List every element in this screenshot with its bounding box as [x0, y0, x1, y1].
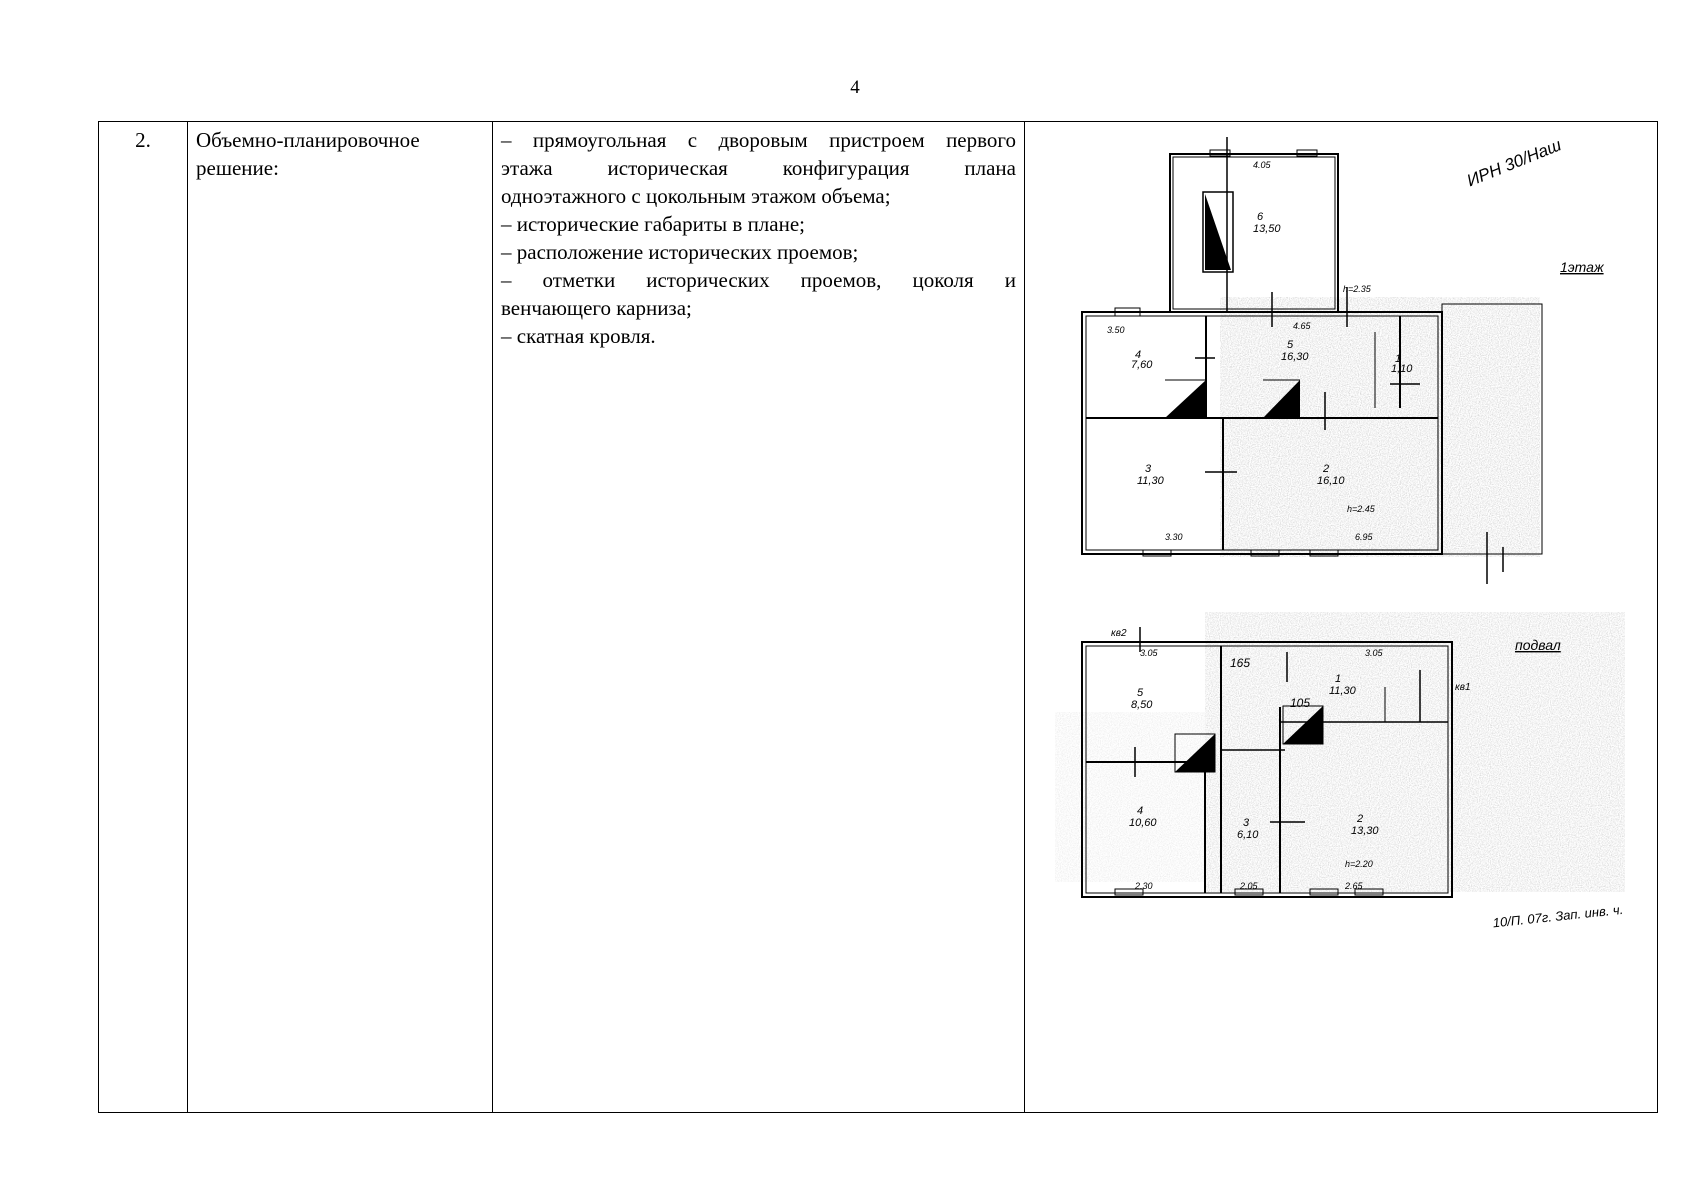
svg-text:4: 4	[1135, 349, 1142, 361]
svg-text:кв1: кв1	[1455, 682, 1471, 693]
svg-text:2.05: 2.05	[1240, 881, 1258, 891]
description-line: – исторические габариты в плане;	[501, 212, 805, 236]
svg-text:1: 1	[1335, 673, 1342, 685]
svg-text:3.50: 3.50	[1107, 325, 1125, 335]
scan-shading	[1220, 297, 1540, 557]
heritage-table	[98, 121, 1658, 1113]
svg-text:4: 4	[1137, 805, 1144, 817]
floor-plan-cell	[1025, 122, 1658, 1113]
svg-text:8,50: 8,50	[1131, 699, 1153, 711]
row-number: 2.	[99, 122, 188, 1113]
handwritten-corner-note: ИРН 30/Наш	[1464, 135, 1564, 191]
svg-text:5: 5	[1137, 687, 1144, 699]
description-line: – отметки исторических проемов, цоколя и	[501, 268, 1016, 292]
svg-text:11,30: 11,30	[1329, 685, 1356, 697]
svg-text:6: 6	[1257, 211, 1264, 223]
svg-text:3.05: 3.05	[1140, 648, 1158, 658]
description-line: венчающего карниза;	[501, 296, 692, 320]
svg-text:105: 105	[1290, 696, 1311, 710]
svg-text:11,30: 11,30	[1137, 475, 1164, 487]
svg-text:16,30: 16,30	[1281, 351, 1309, 363]
scan-shading	[1055, 712, 1205, 882]
svg-text:2: 2	[1323, 463, 1330, 475]
svg-text:2.30: 2.30	[1135, 881, 1153, 891]
svg-text:4.05: 4.05	[1253, 160, 1271, 170]
table-row	[99, 122, 1658, 1113]
floor-plan-image	[1025, 122, 1655, 1112]
description-line: одноэтажного с цокольным этажом объема;	[501, 184, 891, 208]
svg-text:4.65: 4.65	[1293, 321, 1311, 331]
svg-text:13,50: 13,50	[1253, 223, 1281, 235]
description-line: – скатная кровля.	[501, 324, 656, 348]
svg-text:7,60: 7,60	[1131, 359, 1153, 371]
description-line: этажа историческая конфигурация плана	[501, 156, 1016, 180]
svg-text:3: 3	[1243, 817, 1250, 829]
page-number: 4	[850, 77, 860, 98]
svg-text:h=2.35: h=2.35	[1343, 284, 1371, 294]
svg-text:3.30: 3.30	[1165, 532, 1183, 542]
basement-label: подвал	[1515, 637, 1561, 653]
scan-shading	[1205, 612, 1625, 892]
svg-text:16,10: 16,10	[1317, 475, 1345, 487]
svg-text:кв2: кв2	[1111, 628, 1127, 639]
svg-text:13,30: 13,30	[1351, 825, 1379, 837]
svg-text:3.05: 3.05	[1365, 648, 1383, 658]
description-line: – расположение исторических проемов;	[501, 240, 859, 264]
description-line: – прямоугольная с дворовым пристроем первого	[501, 128, 1016, 152]
svg-text:1,10: 1,10	[1391, 363, 1413, 375]
svg-text:6,10: 6,10	[1237, 829, 1259, 841]
svg-text:6.95: 6.95	[1355, 532, 1373, 542]
svg-text:2: 2	[1357, 813, 1364, 825]
svg-text:1: 1	[1395, 353, 1402, 365]
svg-text:h=2.20: h=2.20	[1345, 859, 1373, 869]
svg-text:2.65: 2.65	[1345, 881, 1363, 891]
svg-text:5: 5	[1287, 339, 1294, 351]
floor1-label: 1этаж	[1560, 259, 1604, 275]
row-title: Объемно-планировочное решение:	[188, 122, 493, 1113]
svg-text:165: 165	[1230, 656, 1251, 670]
svg-text:10,60: 10,60	[1129, 817, 1157, 829]
row-description	[493, 122, 1025, 1113]
svg-text:h=2.45: h=2.45	[1347, 504, 1375, 514]
svg-text:3: 3	[1145, 463, 1152, 475]
handwritten-bottom-note: 10/П. 07г. Зап. инв. ч.	[1492, 901, 1624, 931]
